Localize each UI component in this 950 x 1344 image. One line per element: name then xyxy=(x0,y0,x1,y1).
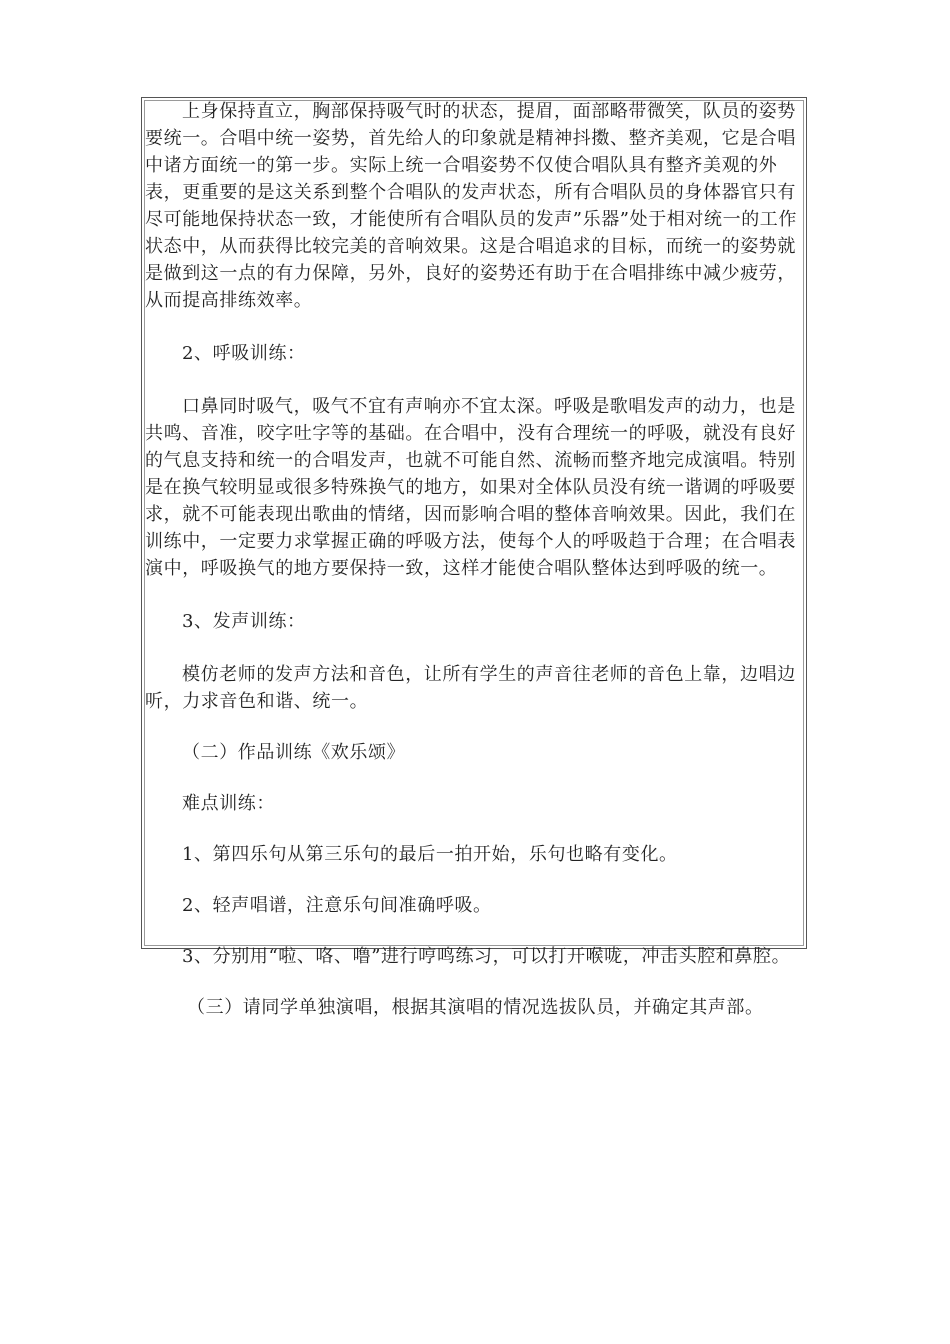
document-frame xyxy=(141,97,807,1018)
selection-heading: （三）请同学单独演唱，根据其演唱的情况选拔队员，并确定其声部。 xyxy=(187,997,764,1018)
difficulty-item-1: 1、第四乐句从第三乐句的最后一拍开始，乐句也略有变化。 xyxy=(182,844,678,865)
breathing-paragraph: 口鼻同时吸气，吸气不宜有声响亦不宜太深。呼吸是歌唱发声的动力，也是共鸣、音准，咬字吐字等的基础。在合唱中，没有合理统一的呼吸，就没有良好的气息支持和统一的合唱发声，也就不可能自然、流畅而整齐地完成演唱。特别是在换气较明显或很多特殊换气的地方，如果对全体队员没有统一谐调的呼吸要求，就不可能表现出歌曲的情绪，因而影响合唱的整体音响效果。因此，我们在训练中，一定要力求掌握正确的呼吸方法，使每个人的呼吸趋于合理；在合唱表演中，呼吸换气的地方要保持一致，这样才能使合唱队整体达到呼吸的统一。 xyxy=(145,396,796,579)
works-heading: （二）作品训练《欢乐颂》 xyxy=(182,742,406,763)
posture-paragraph: 上身保持直立，胸部保持吸气时的状态，提眉，面部略带微笑，队员的姿势要统一。合唱中统一姿势，首先给人的印象就是精神抖擞、整齐美观，它是合唱中诸方面统一的第一步。实际上统一合唱姿势不仅使合唱队具有整齐美观的外表，更重要的是这关系到整个合唱队的发声状态，所有合唱队员的身体器官只有尽可能地保持状态一致，才能使所有合唱队员的发声”乐器”处于相对统一的工作状态中，从而获得比较完美的音响效果。这是合唱追求的目标，而统一的姿势就是做到这一点的有力保障，另外，良好的姿势还有助于在合唱排练中减少疲劳，从而提高排练效率。 xyxy=(145,101,798,311)
vocal-heading: 3、发声训练： xyxy=(182,611,306,632)
vocal-paragraph: 模仿老师的发声方法和音色，让所有学生的声音往老师的音色上靠，边唱边听，力求音色和谐、统一。 xyxy=(145,664,796,712)
breathing-heading: 2、呼吸训练： xyxy=(182,343,306,364)
difficulty-item-3: 3、分别用“啦、咯、噜”进行哼鸣练习，可以打开喉咙，冲击头腔和鼻腔。 xyxy=(182,946,791,967)
difficulty-heading: 难点训练： xyxy=(182,793,275,814)
document-content xyxy=(145,98,813,1021)
difficulty-item-2: 2、轻声唱谱，注意乐句间准确呼吸。 xyxy=(182,895,492,916)
